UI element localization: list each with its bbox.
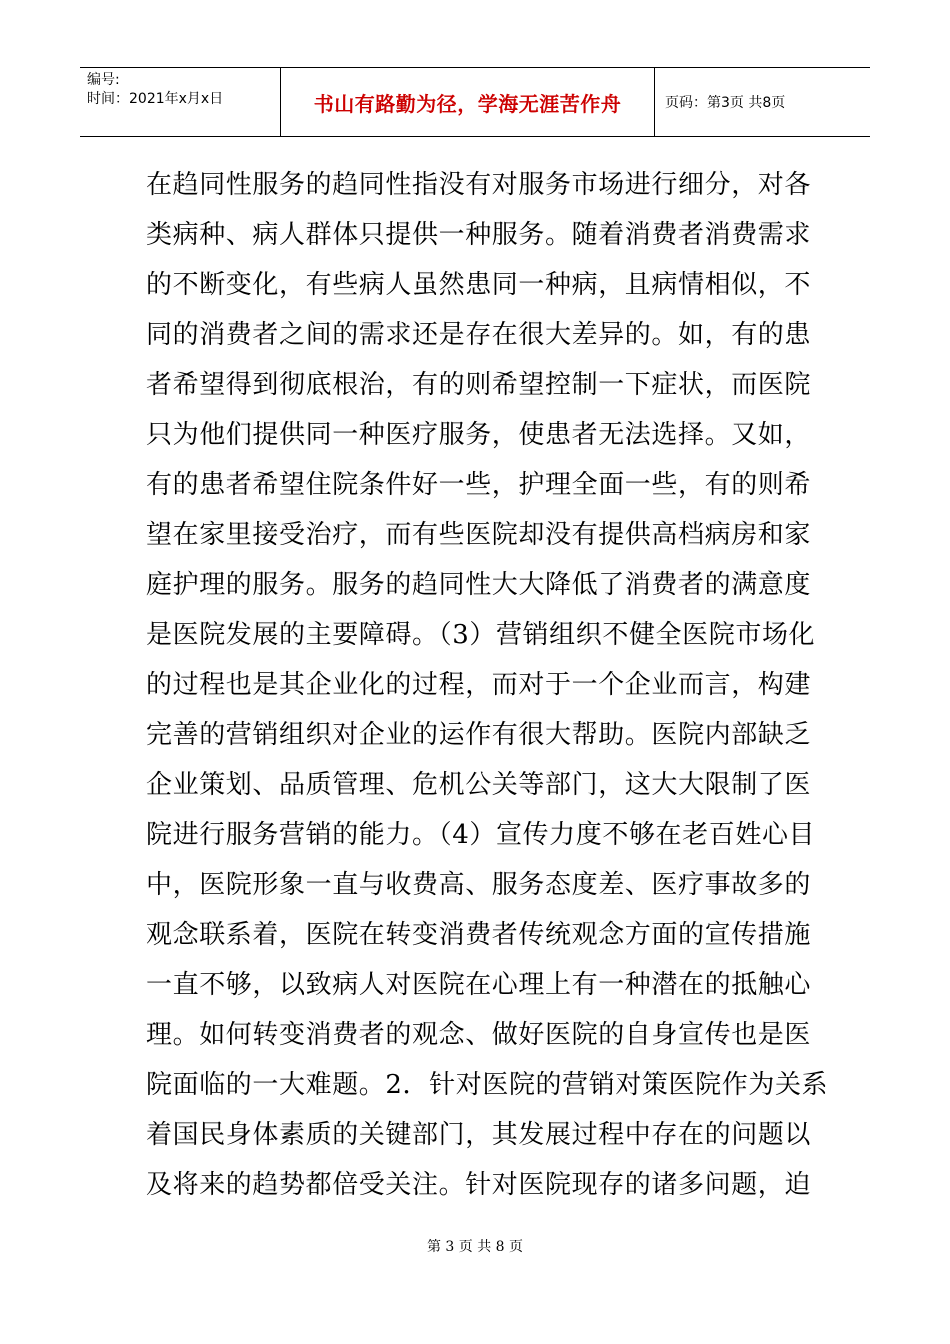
document-number-label: 编号: (87, 72, 120, 88)
page-footer: 第 3 页 共 8 页 (426, 1239, 524, 1255)
body-text (146, 160, 829, 1210)
text-line: 望在家里接受治疗，而有些医院却没有提供高档病房和家 (146, 520, 812, 550)
page-header (80, 67, 870, 137)
text-line: 庭护理的服务。服务的趋同性大大降低了消费者的满意度 (146, 570, 812, 600)
text-line: 院进行服务营销的能力。（4）宣传力度不够在老百姓心目 (146, 820, 816, 850)
text-line: 同的消费者之间的需求还是存在很大差异的。如，有的患 (146, 320, 812, 350)
header-page-info: 页码：第3页 共8页 (665, 95, 786, 111)
text-line: 理。如何转变消费者的观念、做好医院的自身宣传也是医 (146, 1020, 812, 1050)
header-motto: 书山有路勤为径，学海无涯苦作舟 (281, 68, 655, 136)
text-line: 着国民身体素质的关键部门，其发展过程中存在的问题以 (146, 1120, 812, 1150)
text-line: 者希望得到彻底根治，有的则希望控制一下症状，而医院 (146, 370, 812, 400)
text-line: 院面临的一大难题。2．针对医院的营销对策医院作为关系 (146, 1070, 829, 1100)
text-line: 是医院发展的主要障碍。（3）营销组织不健全医院市场化 (146, 620, 816, 650)
document-time-label: 时间：2021年x月x日 (87, 91, 224, 107)
text-line: 在趋同性服务的趋同性指没有对服务市场进行细分，对各 (146, 170, 812, 200)
text-line: 中，医院形象一直与收费高、服务态度差、医疗事故多的 (146, 870, 812, 900)
text-line: 的不断变化，有些病人虽然患同一种病，且病情相似，不 (146, 270, 812, 300)
text-line: 完善的营销组织对企业的运作有很大帮助。医院内部缺乏 (146, 720, 812, 750)
text-line: 类病种、病人群体只提供一种服务。随着消费者消费需求 (146, 220, 812, 250)
text-line: 的过程也是其企业化的过程，而对于一个企业而言，构建 (146, 670, 812, 700)
text-line: 及将来的趋势都倍受关注。针对医院现存的诸多问题，迫 (146, 1170, 812, 1200)
text-line: 只为他们提供同一种医疗服务，使患者无法选择。又如， (146, 420, 812, 450)
text-line: 有的患者希望住院条件好一些，护理全面一些，有的则希 (146, 470, 812, 500)
text-line: 企业策划、品质管理、危机公关等部门，这大大限制了医 (146, 770, 812, 800)
text-line: 观念联系着，医院在转变消费者传统观念方面的宣传措施 (146, 920, 812, 950)
header-meta (80, 68, 281, 136)
text-line: 一直不够，以致病人对医院在心理上有一种潜在的抵触心 (146, 970, 812, 1000)
